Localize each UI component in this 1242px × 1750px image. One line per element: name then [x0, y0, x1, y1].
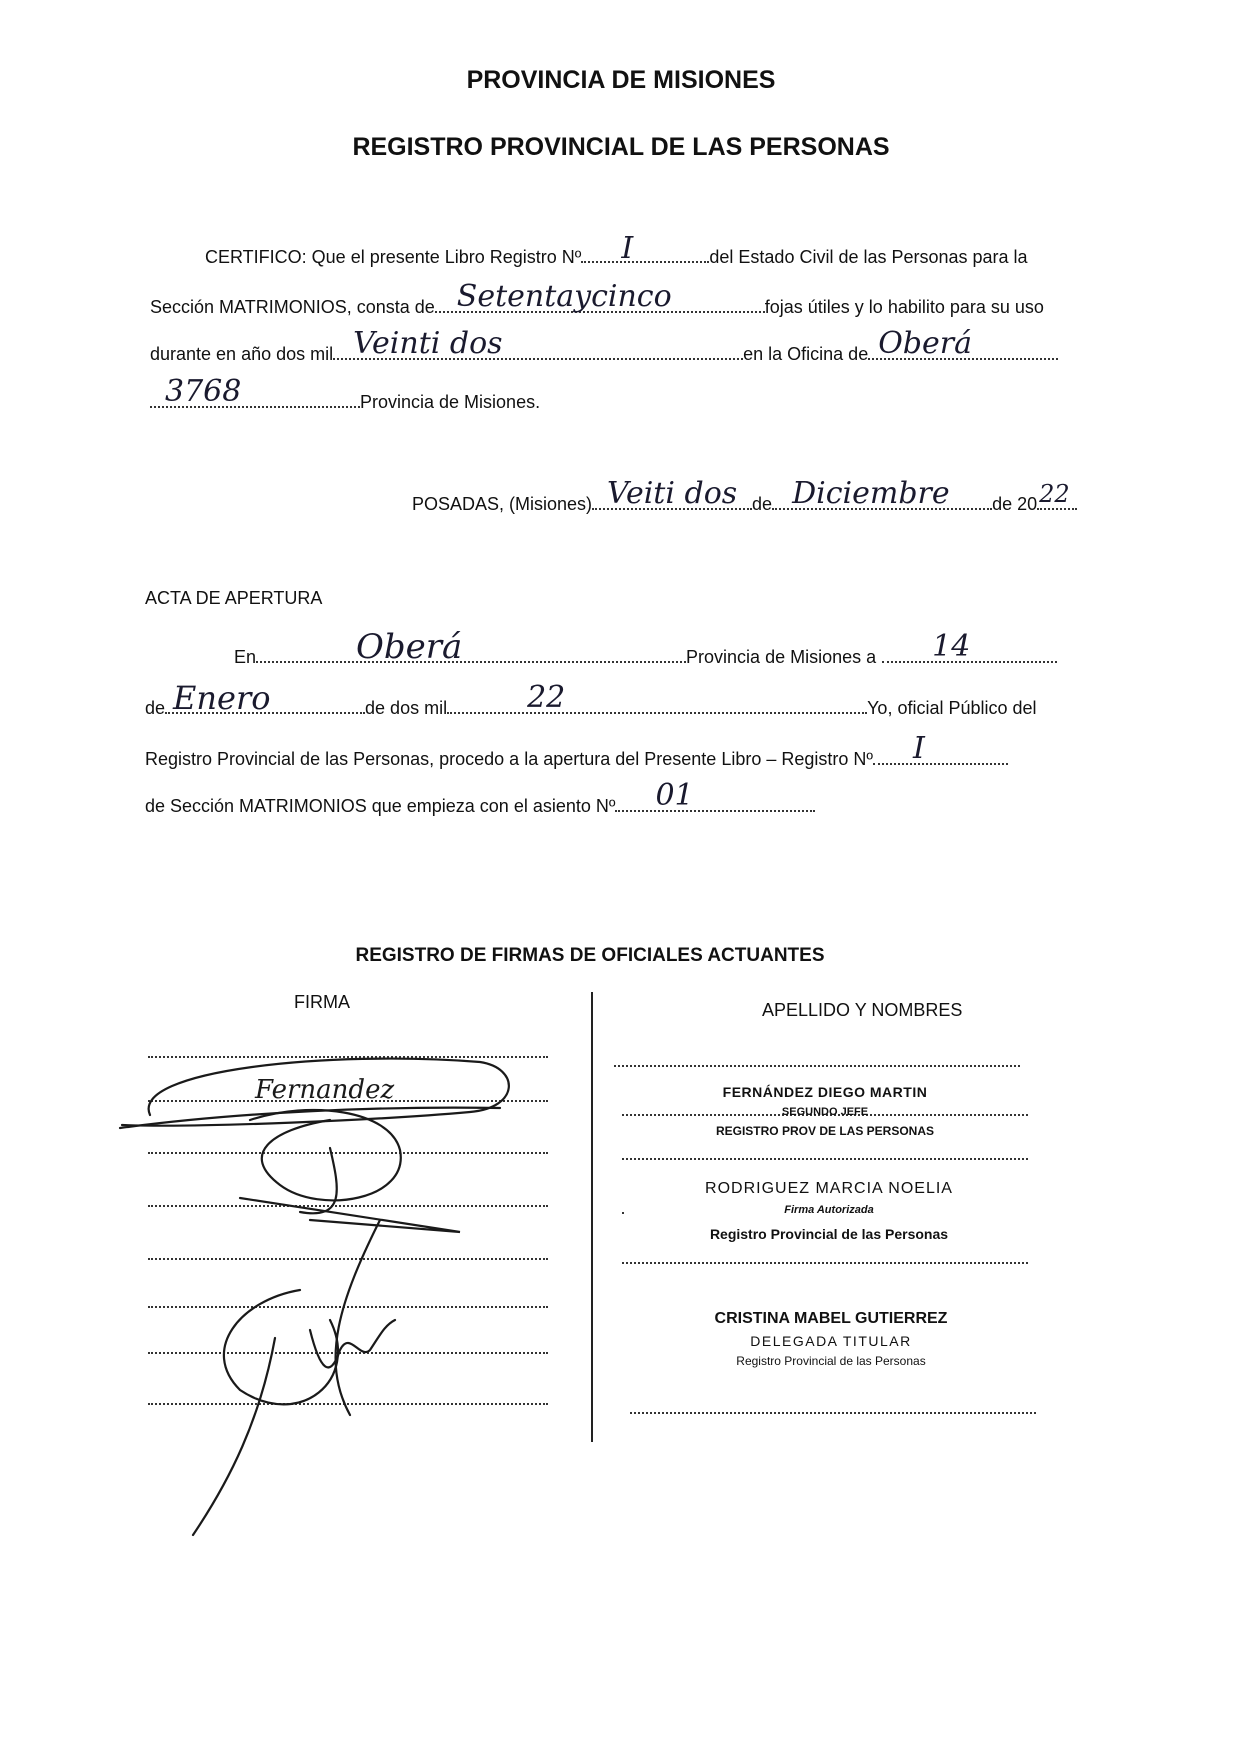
- certificado-text: durante en año dos mil: [150, 344, 334, 364]
- acta-text: Yo, oficial Público del: [867, 698, 1037, 718]
- signature-3-loop: [224, 1290, 338, 1404]
- handwritten-year: Veinti dos: [353, 326, 503, 361]
- stamp-2-org: Registro Provincial de las Personas: [709, 1226, 949, 1242]
- certificado-text: Provincia de Misiones.: [360, 392, 541, 412]
- certificado-text: de: [752, 494, 773, 514]
- stamp-3-role: DELEGADA TITULAR: [750, 1333, 912, 1349]
- certificado-text: CERTIFICO: Que el presente Libro Registro Nº: [205, 247, 582, 267]
- signature-2-stroke: [300, 1148, 337, 1213]
- page-subtitle: REGISTRO PROVINCIAL DE LAS PERSONAS: [352, 133, 890, 161]
- stamp-1-name: FERNÁNDEZ DIEGO MARTIN: [620, 1084, 1030, 1100]
- handwritten-oficina: Oberá: [878, 326, 972, 361]
- firmas-heading: REGISTRO DE FIRMAS DE OFICIALES ACTUANTES: [355, 945, 825, 966]
- signature-3-scribble: [310, 1320, 395, 1367]
- signature-3-slash: [336, 1220, 380, 1415]
- col-firma-heading: FIRMA: [294, 992, 350, 1012]
- signature-2-zigzag: [240, 1198, 460, 1232]
- handwritten-fojas: Setentaycinco: [456, 279, 672, 314]
- handwritten-month: Diciembre: [792, 476, 950, 511]
- handwritten-code: 3768: [165, 374, 242, 409]
- handwritten-day: 14: [932, 629, 971, 664]
- page-title: PROVINCIA DE MISIONES: [466, 66, 776, 94]
- handwritten-asiento: 01: [655, 778, 694, 813]
- stamp-1-role: SEGUNDO JEFE: [781, 1106, 869, 1118]
- col-nombres-heading: APELLIDO Y NOMBRES: [762, 1000, 963, 1020]
- certificado-text: en la Oficina de: [743, 344, 869, 364]
- handwritten-day: Veiti dos: [607, 476, 738, 511]
- acta-text: de dos mil: [365, 698, 448, 718]
- certificado-text: Sección MATRIMONIOS, consta de: [150, 297, 435, 317]
- certificado-text: del Estado Civil de las Personas para la: [709, 247, 1028, 267]
- stamp-1-org: REGISTRO PROV DE LAS PERSONAS: [715, 1124, 935, 1138]
- handwritten-year-short: 22: [1039, 480, 1070, 508]
- stamp-2-name: RODRIGUEZ MARCIA NOELIA: [705, 1180, 953, 1197]
- stamp-3-org: Registro Provincial de las Personas: [626, 1354, 1036, 1368]
- signature-3-tail: [193, 1338, 275, 1535]
- acta-text: de: [145, 698, 166, 718]
- acta-text: de Sección MATRIMONIOS que empieza con el asiento Nº: [145, 796, 616, 816]
- handwritten-year: 22: [527, 680, 566, 715]
- stamp-2-role: Firma Autorizada: [624, 1204, 1034, 1216]
- signature-1-text: Fernandez: [255, 1075, 395, 1105]
- handwritten-libro-number: I: [912, 731, 925, 766]
- acta-text: Provincia de Misiones a: [686, 647, 877, 667]
- certificado-text: de 20: [992, 494, 1038, 514]
- handwritten-localidad: Oberá: [356, 627, 463, 667]
- handwritten-libro-number: I: [621, 231, 634, 266]
- acta-text: Registro Provincial de las Personas, procedo a la apertura del Presente Libro – Registro Nº: [145, 749, 873, 769]
- acta-heading: ACTA DE APERTURA: [145, 588, 323, 608]
- certificado-text: POSADAS, (Misiones): [412, 494, 593, 514]
- stamp-3-name: CRISTINA MABEL GUTIERREZ: [626, 1310, 1036, 1328]
- handwritten-month: Enero: [173, 679, 271, 717]
- certificado-text: fojas útiles y lo habilito para su uso: [764, 297, 1044, 317]
- acta-text: En: [234, 647, 257, 667]
